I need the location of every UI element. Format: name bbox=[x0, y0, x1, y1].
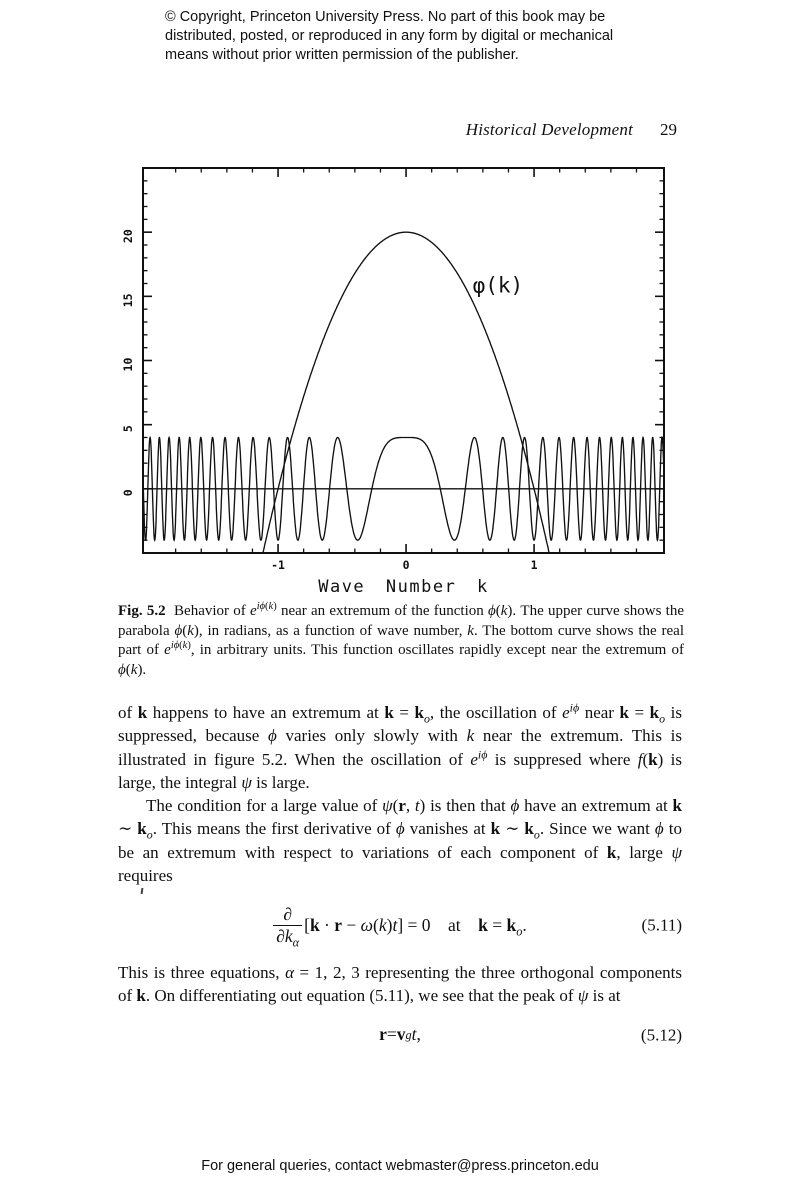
svg-text:10: 10 bbox=[121, 357, 135, 372]
fraction-numerator: ∂ bbox=[283, 904, 292, 925]
svg-text:5: 5 bbox=[121, 425, 135, 433]
partial-derivative-fraction bbox=[273, 904, 302, 950]
figure-caption: Fig. 5.2 Behavior of $e^{i\phi(k)}$ near an extremum of the function ϕ(k). The upper curve shows the parabola ϕ(k), in radians, as a function of wave number, k. The bottom curve shows the real part of $e^{i\phi(k)}$, in arbitrary units. This function oscillates rapidly except near the extremum of ϕ(k). bbox=[118, 601, 684, 678]
svg-text:-1: -1 bbox=[271, 558, 285, 572]
equation-5-12-body: r = v g t , bbox=[379, 1024, 421, 1045]
body-text bbox=[118, 701, 682, 1060]
svg-text:Wave Number k: Wave Number k bbox=[318, 577, 489, 597]
figure-5-2-chart bbox=[100, 160, 720, 610]
fraction-denominator: $\partial k_\alpha$ bbox=[273, 925, 302, 947]
svg-text:15: 15 bbox=[121, 293, 135, 308]
svg-text:1: 1 bbox=[530, 558, 538, 572]
equation-5-12-number: (5.12) bbox=[640, 1025, 682, 1045]
svg-text:φ(k): φ(k) bbox=[472, 273, 524, 298]
figure-5-2 bbox=[100, 160, 720, 610]
equation-5-11-body bbox=[273, 904, 527, 950]
paragraph-3: This is three equations, α = 1, 2, 3 representing the three orthogonal components of k. On differentiating out equation (5.11), we see that the peak of ψ is at bbox=[118, 962, 682, 1005]
paragraph-1: of k happens to have an extremum at $k = k_o$, the oscillation of $e^{i\phi}$ near $k = k_o$ is suppressed, because ϕ varies only slowly with k near the extremum. This is illustrated in figure 5.2. When the oscillation of $e^{i\phi}$ is suppresed where f(k) is large, the integral ψ is large. bbox=[118, 700, 683, 792]
running-head bbox=[0, 120, 677, 140]
svg-text:20: 20 bbox=[121, 229, 135, 244]
copyright-line-1: © Copyright, Princeton University Press. No part of this book may be bbox=[165, 9, 606, 25]
paragraph-2: The condition for a large value of ψ(r, t) is then that ϕ have an extremum at k ∼ $k_o$. This means the first derivative of ϕ vanishes at k ∼ $k_o$. Since we want ϕ to be an extremum with respect to variations of each component of k, large ψ requires bbox=[118, 796, 683, 886]
page-number: 29 bbox=[660, 120, 677, 139]
footer-contact: For general queries, contact webmaster@press.princeton.edu bbox=[201, 1158, 599, 1174]
chapter-title: Historical Development bbox=[465, 120, 633, 139]
equation-5-11-expression: [k · r − ω(k)t] = 0 at $k = k_o$. bbox=[304, 915, 527, 939]
svg-text:0: 0 bbox=[402, 558, 410, 572]
equation-5-11-number: (5.11) bbox=[641, 915, 682, 935]
copyright-line-2: distributed, posted, or reproduced in any form by digital or mechanical bbox=[165, 28, 614, 44]
equation-5-12 bbox=[118, 1023, 682, 1046]
copyright-notice bbox=[165, 8, 643, 65]
svg-text:0: 0 bbox=[121, 489, 135, 497]
copyright-line-3: means without prior written permission of the publisher. bbox=[165, 47, 519, 63]
equation-5-11 bbox=[118, 903, 682, 950]
